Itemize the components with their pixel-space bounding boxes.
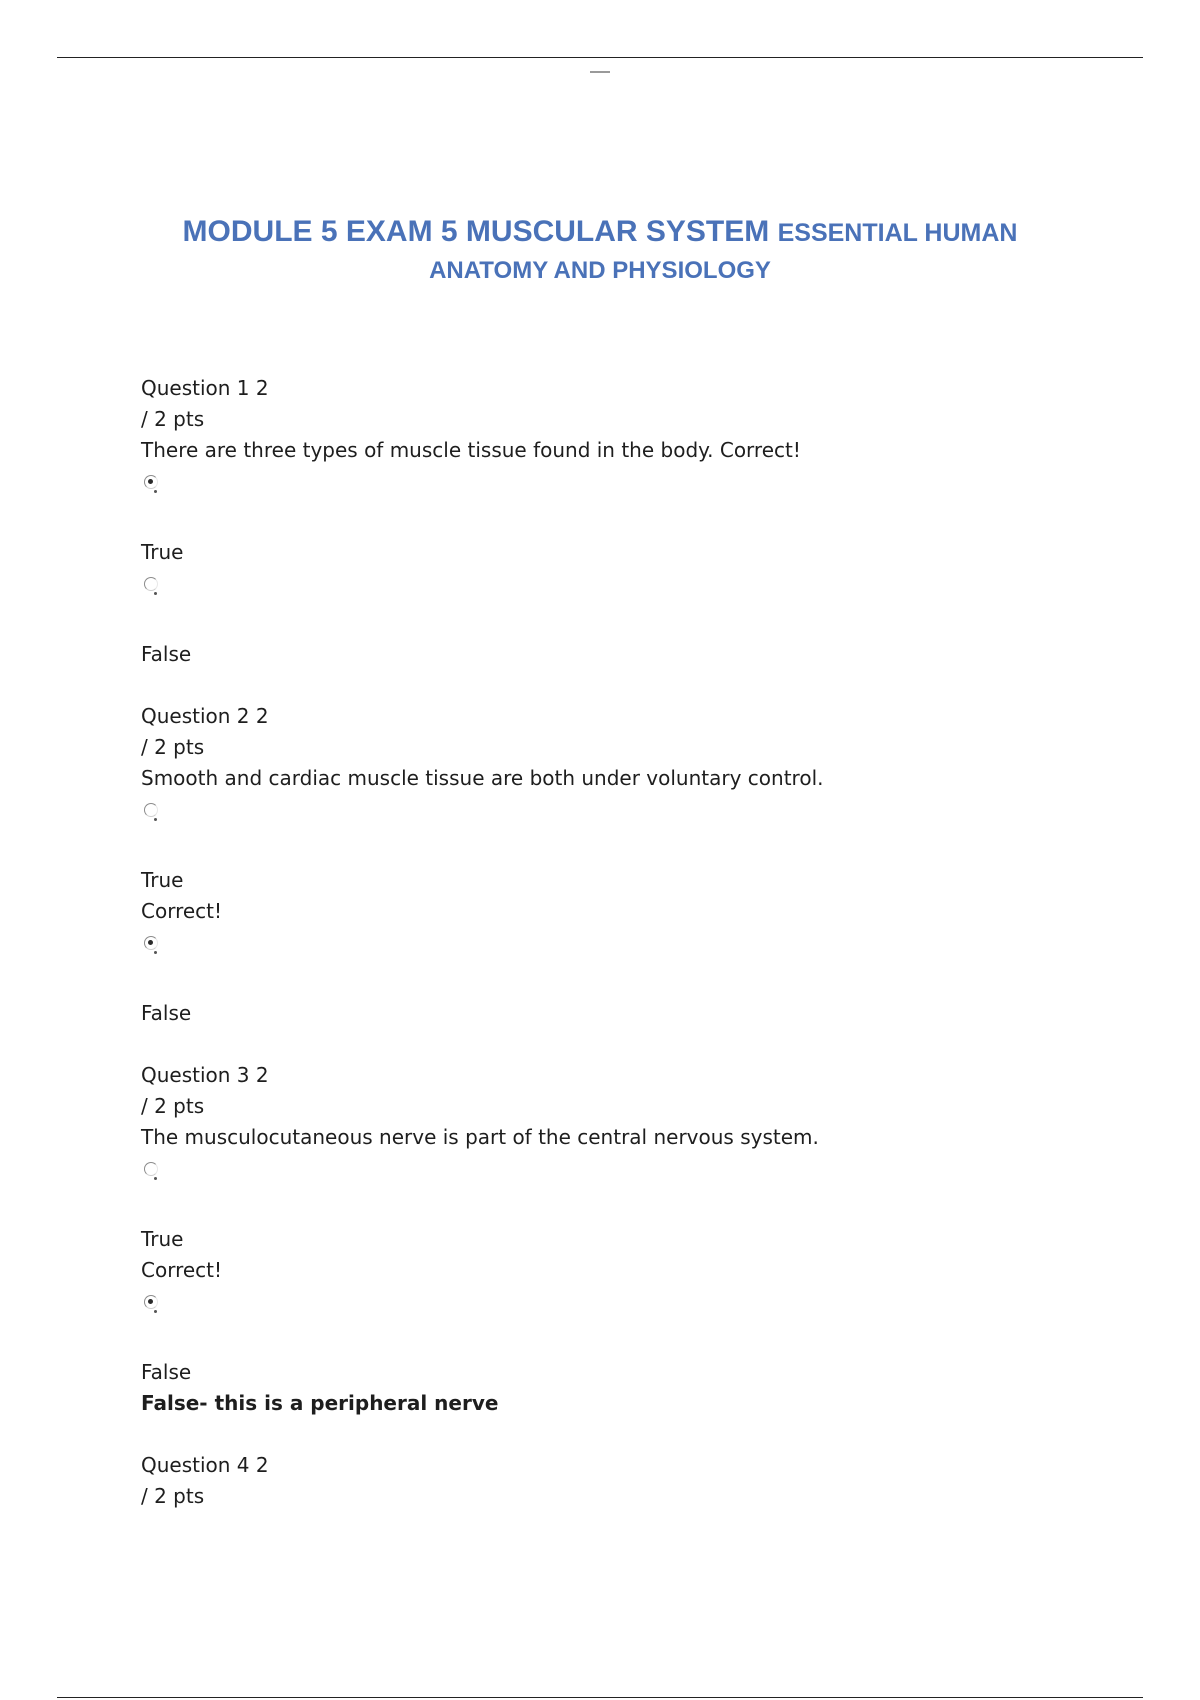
header-mark <box>590 71 610 73</box>
question-points: / 2 pts <box>141 1094 205 1118</box>
title-rest: ESSENTIAL HUMAN <box>777 219 1018 247</box>
question-points: / 2 pts <box>141 735 205 759</box>
answer-label-false: False <box>141 1001 192 1025</box>
answer-radio-false[interactable] <box>141 927 1101 967</box>
correct-label: Correct! <box>141 899 223 923</box>
title-line-1 <box>0 212 1200 253</box>
exam-content <box>141 373 1101 1512</box>
answer-explanation: False- this is a peripheral nerve <box>141 1391 499 1415</box>
answer-label-true: True <box>141 868 184 892</box>
radio-unselected-icon[interactable] <box>144 577 158 591</box>
answer-radio-false[interactable] <box>141 1286 1101 1326</box>
answer-label-true: True <box>141 540 184 564</box>
answer-radio-true[interactable] <box>141 1153 1101 1193</box>
document-title <box>0 212 1200 287</box>
radio-selected-icon[interactable] <box>144 1295 158 1309</box>
radio-selected-icon[interactable] <box>144 475 158 489</box>
question-text: The musculocutaneous nerve is part of the central nervous system. <box>141 1125 819 1149</box>
header-rule <box>57 57 1143 58</box>
question-heading: Question 1 2 <box>141 376 269 400</box>
radio-selected-icon[interactable] <box>144 936 158 950</box>
question-heading: Question 3 2 <box>141 1063 269 1087</box>
answer-radio-true[interactable] <box>141 794 1101 834</box>
question-3 <box>141 1060 1101 1450</box>
question-heading: Question 2 2 <box>141 704 269 728</box>
question-4 <box>141 1450 1101 1512</box>
radio-unselected-icon[interactable] <box>144 1162 158 1176</box>
question-text: Smooth and cardiac muscle tissue are both under voluntary control. <box>141 766 824 790</box>
title-line-2: ANATOMY AND PHYSIOLOGY <box>429 256 771 284</box>
answer-label-true: True <box>141 1227 184 1251</box>
answer-radio-false[interactable] <box>141 568 1101 608</box>
question-text: There are three types of muscle tissue found in the body. Correct! <box>141 438 801 462</box>
answer-label-false: False <box>141 642 192 666</box>
question-1 <box>141 373 1101 701</box>
title-main: MODULE 5 EXAM 5 MUSCULAR SYSTEM <box>182 215 770 248</box>
question-points: / 2 pts <box>141 407 205 431</box>
question-heading: Question 4 2 <box>141 1453 269 1477</box>
answer-label-false: False <box>141 1360 192 1384</box>
footer-rule <box>57 1697 1143 1698</box>
question-2 <box>141 701 1101 1060</box>
radio-unselected-icon[interactable] <box>144 803 158 817</box>
answer-radio-true[interactable] <box>141 466 1101 506</box>
question-points: / 2 pts <box>141 1484 205 1508</box>
correct-label: Correct! <box>141 1258 223 1282</box>
